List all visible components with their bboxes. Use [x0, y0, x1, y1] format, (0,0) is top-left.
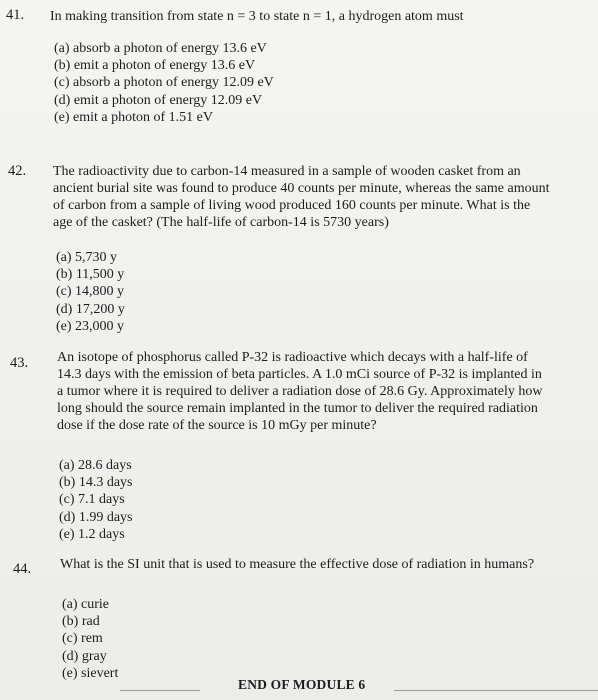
answer-options [59, 457, 133, 543]
stem-line: dose if the dose rate of the source is 10 mGy per minute? [57, 418, 377, 433]
option-b[interactable]: (b) rad [62, 614, 100, 630]
option-d[interactable]: (d) 1.99 days [59, 509, 133, 525]
option-b[interactable]: (b) 14.3 days [59, 475, 133, 491]
question-number: 41. [6, 7, 25, 23]
stem-line: a tumor where it is required to deliver a radiation dose of 28.6 Gy. Approximately how [57, 384, 543, 399]
footer-rule-right [394, 690, 598, 691]
question-number: 43. [10, 355, 29, 371]
option-b[interactable]: (b) 11,500 y [56, 267, 125, 283]
option-d[interactable]: (d) emit a photon of energy 12.09 eV [54, 92, 263, 108]
question-stem [57, 349, 593, 434]
answer-options [56, 249, 125, 335]
stem-line: 14.3 days with the emission of beta particles. A 1.0 mCi source of P-32 is implanted in [57, 367, 542, 382]
stem-line: age of the casket? (The half-life of carbon-14 is 5730 years) [53, 215, 389, 230]
option-a[interactable]: (a) curie [62, 597, 110, 612]
option-d[interactable]: (d) gray [62, 648, 107, 664]
option-c[interactable]: (c) 7.1 days [59, 492, 125, 508]
option-c[interactable]: (c) absorb a photon of energy 12.09 eV [54, 75, 274, 91]
stem-line: ancient burial site was found to produce 40 counts per minute, whereas the same amount [53, 181, 550, 196]
option-b[interactable]: (b) emit a photon of energy 13.6 eV [54, 58, 256, 74]
option-e[interactable]: (e) 1.2 days [59, 526, 125, 542]
stem-line: What is the SI unit that is used to measure the effective dose of radiation in humans? [60, 557, 535, 572]
option-a[interactable]: (a) 28.6 days [59, 458, 132, 473]
footer-rule-left [120, 690, 200, 691]
stem-line: of carbon from a sample of living wood produced 160 counts per minute. What is the [53, 198, 531, 213]
question-stem [50, 8, 590, 25]
option-a[interactable]: (a) absorb a photon of energy 13.6 eV [54, 41, 267, 56]
option-c[interactable]: (c) rem [62, 631, 103, 647]
answer-options [54, 40, 274, 126]
option-d[interactable]: (d) 17,200 y [56, 301, 125, 317]
option-e[interactable]: (e) 23,000 y [56, 318, 125, 334]
question-stem [53, 163, 593, 231]
stem-line: The radioactivity due to carbon-14 measured in a sample of wooden casket from an [53, 164, 521, 179]
module-footer: END OF MODULE 6 [238, 677, 366, 692]
option-c[interactable]: (c) 14,800 y [56, 284, 125, 300]
stem-line: An isotope of phosphorus called P-32 is radioactive which decays with a half-life of [57, 350, 528, 365]
answer-options [62, 596, 118, 682]
question-number: 42. [8, 163, 27, 179]
question-number: 44. [13, 561, 32, 577]
option-a[interactable]: (a) 5,730 y [56, 250, 118, 265]
option-e[interactable]: (e) sievert [62, 665, 119, 681]
stem-line: long should the source remain implanted in the tumor to deliver the required radiation [57, 401, 538, 416]
stem-line: In making transition from state n = 3 to state n = 1, a hydrogen atom must [50, 9, 464, 24]
question-stem [60, 556, 596, 573]
option-e[interactable]: (e) emit a photon of 1.51 eV [54, 109, 214, 125]
